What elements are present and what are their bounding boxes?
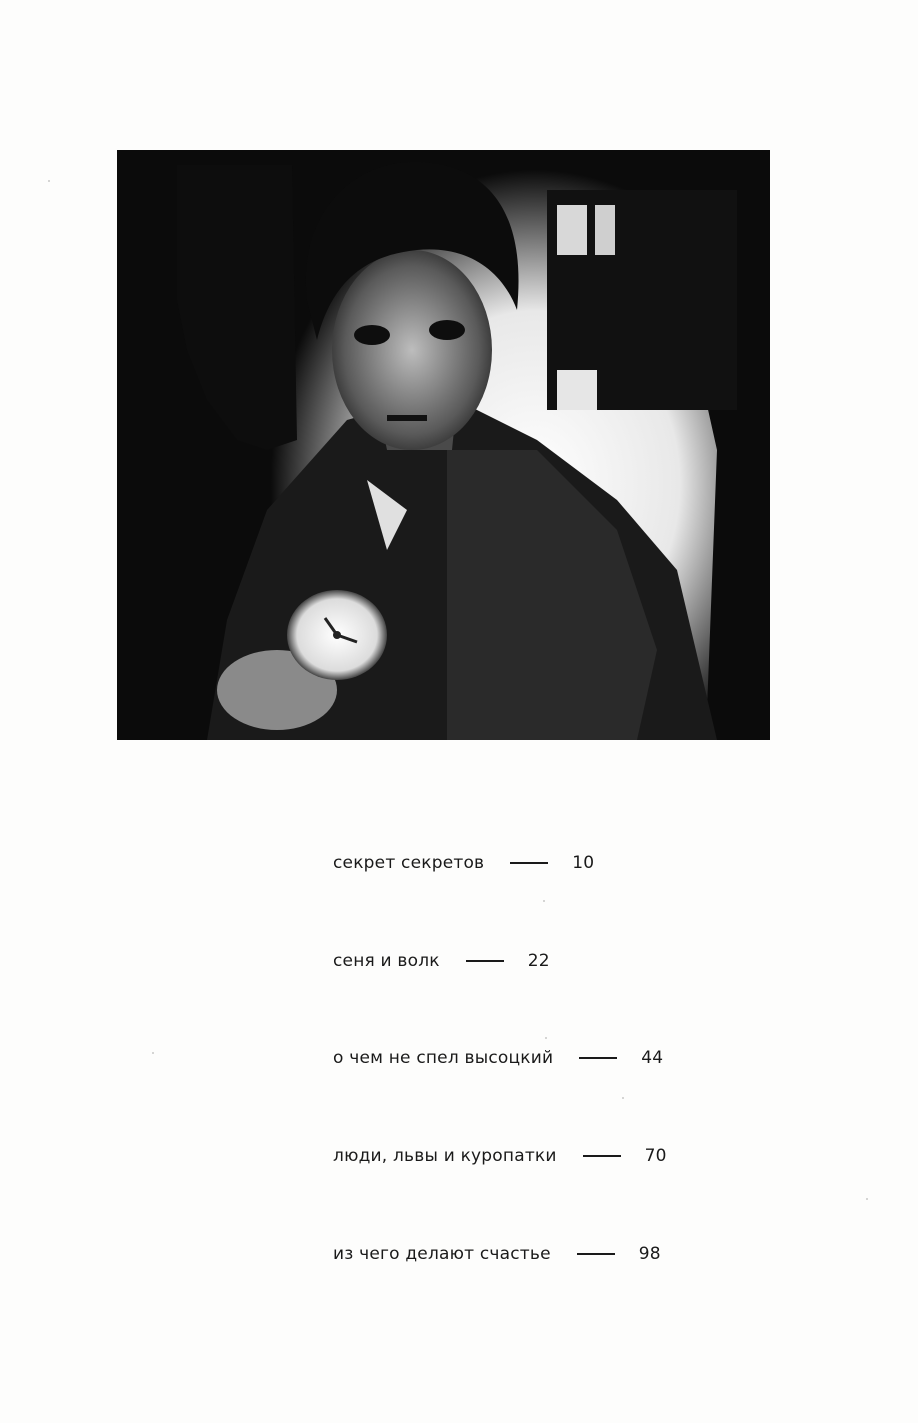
dash-separator — [577, 1253, 615, 1255]
toc-entry-page: 98 — [638, 1244, 661, 1264]
toc-entry-title: о чем не спел высоцкий — [333, 1048, 554, 1068]
toc-entry-title: сеня и волк — [333, 951, 440, 971]
toc-entry-page: 22 — [527, 951, 550, 971]
toc-entry — [333, 848, 594, 878]
toc-entry — [333, 1043, 663, 1073]
scan-speck — [866, 1198, 868, 1200]
dash-separator — [579, 1057, 617, 1059]
toc-entry-title: люди, львы и куропатки — [333, 1146, 557, 1166]
toc-entry-page: 70 — [644, 1146, 667, 1166]
toc-entry-page: 44 — [641, 1048, 664, 1068]
scan-speck — [543, 900, 545, 902]
dash-separator — [466, 960, 504, 962]
portrait-photo — [117, 150, 770, 740]
dash-separator — [583, 1155, 621, 1157]
photo-drawing — [117, 150, 770, 740]
scan-speck — [622, 1097, 624, 1099]
scan-speck — [152, 1052, 154, 1054]
toc-entry-page: 10 — [572, 853, 595, 873]
toc-entry — [333, 1239, 661, 1269]
scan-speck — [48, 180, 50, 182]
toc-entry — [333, 946, 550, 976]
toc-entry-title: секрет секретов — [333, 853, 485, 873]
toc-entry-title: из чего делают счастье — [333, 1244, 551, 1264]
dash-separator — [510, 862, 548, 864]
toc-entry — [333, 1141, 667, 1171]
scan-speck — [545, 1037, 547, 1039]
